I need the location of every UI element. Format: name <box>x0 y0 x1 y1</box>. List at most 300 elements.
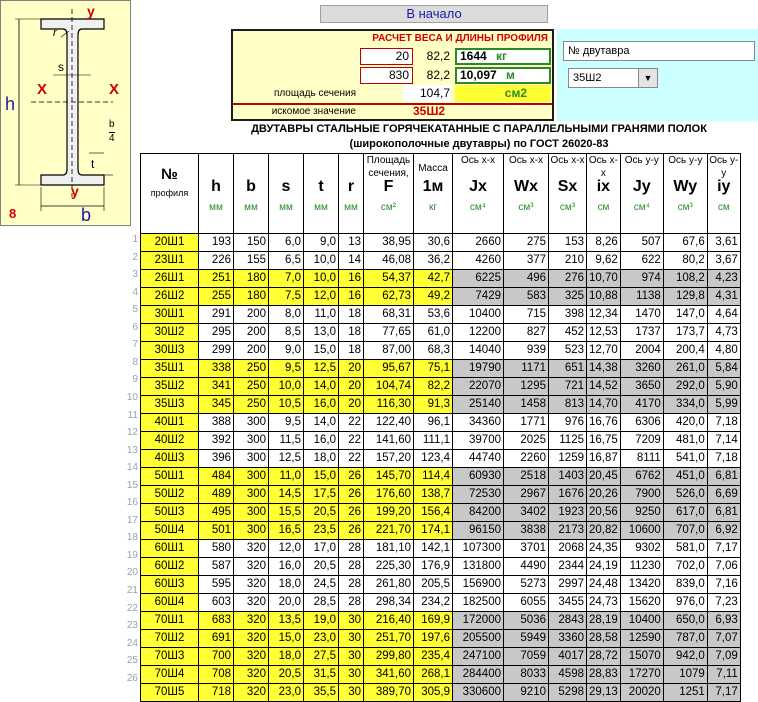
table-cell: 7,17 <box>707 540 740 558</box>
table-cell: 250 <box>234 360 269 378</box>
row-number: 6 <box>132 321 138 333</box>
b4-numerator: b <box>109 119 115 130</box>
sought-label: искомое значение <box>271 106 356 117</box>
mass-input[interactable]: 20 <box>360 48 413 65</box>
table-cell: 298,34 <box>364 594 414 612</box>
profile-name-cell: 50Ш4 <box>141 522 199 540</box>
table-cell: 26 <box>339 522 364 540</box>
table-cell: 200 <box>234 324 269 342</box>
chevron-down-icon[interactable]: ▼ <box>638 69 657 87</box>
table-cell: 26 <box>339 504 364 522</box>
table-cell: 16,75 <box>587 432 621 450</box>
table-cell: 16 <box>339 270 364 288</box>
table-cell: 305,9 <box>414 684 453 702</box>
table-cell: 16,5 <box>269 522 304 540</box>
table-cell: 169,9 <box>414 612 453 630</box>
profile-name-cell: 40Ш3 <box>141 450 199 468</box>
table-cell: 12200 <box>453 324 504 342</box>
table-cell: 1737 <box>620 324 663 342</box>
table-cell: 54,37 <box>364 270 414 288</box>
table-row <box>141 684 741 702</box>
table-cell: 172000 <box>453 612 504 630</box>
table-cell: 28,19 <box>587 612 621 630</box>
table-cell: 221,70 <box>364 522 414 540</box>
table-cell: 10,70 <box>587 270 621 288</box>
table-cell: 526,0 <box>663 486 707 504</box>
row-number: 13 <box>126 444 138 456</box>
table-cell: 787,0 <box>663 630 707 648</box>
table-cell: 225,30 <box>364 558 414 576</box>
table-cell: 4598 <box>549 666 587 684</box>
table-cell: 17,0 <box>304 540 339 558</box>
table-cell: 31,5 <box>304 666 339 684</box>
table-cell: 205500 <box>453 630 504 648</box>
table-cell: 104,74 <box>364 378 414 396</box>
table-row <box>141 378 741 396</box>
col-header-r: r мм <box>339 154 364 234</box>
mass-per-meter-1: 82,2 <box>426 49 450 63</box>
row-number: 10 <box>126 391 138 403</box>
table-cell: 24,35 <box>587 540 621 558</box>
profile-name-cell: 35Ш3 <box>141 396 199 414</box>
table-cell: 36,2 <box>414 252 453 270</box>
table-cell: 489 <box>199 486 234 504</box>
table-cell: 300 <box>234 486 269 504</box>
table-cell: 250 <box>234 378 269 396</box>
table-cell: 1676 <box>549 486 587 504</box>
table-cell: 580 <box>199 540 234 558</box>
h-label: h <box>5 94 16 114</box>
table-cell: 334,0 <box>663 396 707 414</box>
table-cell: 5,90 <box>707 378 740 396</box>
weight-result <box>455 48 551 65</box>
table-cell: 13,0 <box>304 324 339 342</box>
profile-name-cell: 26Ш1 <box>141 270 199 288</box>
table-cell: 20,5 <box>304 558 339 576</box>
table-row <box>141 252 741 270</box>
table-cell: 181,10 <box>364 540 414 558</box>
table-cell: 291 <box>199 306 234 324</box>
table-cell: 20,5 <box>269 666 304 684</box>
table-cell: 320 <box>234 666 269 684</box>
table-row <box>141 234 741 252</box>
length-input[interactable]: 830 <box>360 67 413 84</box>
table-cell: 974 <box>620 270 663 288</box>
table-cell: 8,0 <box>269 306 304 324</box>
table-row <box>141 396 741 414</box>
table-cell: 4,64 <box>707 306 740 324</box>
table-cell: 67,6 <box>663 234 707 252</box>
y-axis-bottom-label: y <box>71 183 79 199</box>
table-cell: 3701 <box>504 540 549 558</box>
table-cell: 2025 <box>504 432 549 450</box>
weight-result-value: 1644 <box>460 49 487 63</box>
table-cell: 14,5 <box>269 486 304 504</box>
table-cell: 6,5 <box>269 252 304 270</box>
col-header-t: t мм <box>304 154 339 234</box>
table-cell: 587 <box>199 558 234 576</box>
table-cell: 7,16 <box>707 576 740 594</box>
table-cell: 6,69 <box>707 486 740 504</box>
table-row <box>141 504 741 522</box>
table-cell: 2173 <box>549 522 587 540</box>
table-cell: 226 <box>199 252 234 270</box>
table-cell: 452 <box>549 324 587 342</box>
table-cell: 176,60 <box>364 486 414 504</box>
table-cell: 12,5 <box>304 360 339 378</box>
table-cell: 1403 <box>549 468 587 486</box>
table-cell: 30 <box>339 648 364 666</box>
table-cell: 7,09 <box>707 648 740 666</box>
row-number: 17 <box>126 514 138 526</box>
table-cell: 150 <box>234 234 269 252</box>
table-cell: 299,80 <box>364 648 414 666</box>
table-cell: 19,0 <box>304 612 339 630</box>
table-cell: 96150 <box>453 522 504 540</box>
table-cell: 22 <box>339 432 364 450</box>
table-cell: 13 <box>339 234 364 252</box>
table-cell: 1923 <box>549 504 587 522</box>
table-row <box>141 558 741 576</box>
table-cell: 2967 <box>504 486 549 504</box>
row-number: 12 <box>126 427 138 439</box>
table-cell: 300 <box>234 522 269 540</box>
table-cell: 683 <box>199 612 234 630</box>
table-cell: 341 <box>199 378 234 396</box>
profile-name-cell: 50Ш2 <box>141 486 199 504</box>
table-cell: 38,95 <box>364 234 414 252</box>
table-cell: 6,93 <box>707 612 740 630</box>
table-cell: 22 <box>339 450 364 468</box>
table-cell: 26 <box>339 468 364 486</box>
table-cell: 523 <box>549 342 587 360</box>
table-cell: 300 <box>234 504 269 522</box>
table-cell: 16,0 <box>304 396 339 414</box>
table-cell: 35,5 <box>304 684 339 702</box>
row-number: 22 <box>126 602 138 614</box>
table-cell: 30,6 <box>414 234 453 252</box>
table-cell: 7,0 <box>269 270 304 288</box>
table-cell: 1295 <box>504 378 549 396</box>
profile-name-cell: 70Ш3 <box>141 648 199 666</box>
table-cell: 3360 <box>549 630 587 648</box>
table-cell: 541,0 <box>663 450 707 468</box>
table-cell: 131800 <box>453 558 504 576</box>
table-cell: 16,0 <box>304 432 339 450</box>
table-cell: 4490 <box>504 558 549 576</box>
table-cell: 141,60 <box>364 432 414 450</box>
table-cell: 14,0 <box>304 378 339 396</box>
table-cell: 16 <box>339 288 364 306</box>
table-cell: 8,26 <box>587 234 621 252</box>
table-cell: 14,38 <box>587 360 621 378</box>
table-row <box>141 414 741 432</box>
table-cell: 95,67 <box>364 360 414 378</box>
profile-name-cell: 70Ш1 <box>141 612 199 630</box>
table-cell: 30 <box>339 684 364 702</box>
table-cell: 174,1 <box>414 522 453 540</box>
table-cell: 12,0 <box>269 540 304 558</box>
table-cell: 157,20 <box>364 450 414 468</box>
length-result-value: 10,097 <box>460 68 497 82</box>
col-header-b: b мм <box>234 154 269 234</box>
home-button[interactable]: В начало <box>320 5 548 23</box>
table-row <box>141 450 741 468</box>
row-number: 16 <box>126 497 138 509</box>
table-cell: 7,07 <box>707 630 740 648</box>
table-cell: 6,81 <box>707 504 740 522</box>
row-number: 2 <box>132 251 138 263</box>
table-cell: 14,70 <box>587 396 621 414</box>
table-cell: 153 <box>549 234 587 252</box>
table-cell: 199,20 <box>364 504 414 522</box>
table-cell: 80,2 <box>663 252 707 270</box>
table-cell: 10,88 <box>587 288 621 306</box>
table-cell: 420,0 <box>663 414 707 432</box>
col-header-number: № профиля <box>141 154 199 234</box>
table-cell: 1125 <box>549 432 587 450</box>
table-cell: 691 <box>199 630 234 648</box>
table-cell: 14 <box>339 252 364 270</box>
r-label: r <box>53 27 57 39</box>
table-cell: 28 <box>339 594 364 612</box>
table-row <box>141 630 741 648</box>
table-cell: 300 <box>234 450 269 468</box>
table-cell: 49,2 <box>414 288 453 306</box>
table-cell: 9,0 <box>304 234 339 252</box>
table-cell: 1079 <box>663 666 707 684</box>
table-cell: 700 <box>199 648 234 666</box>
table-cell: 320 <box>234 684 269 702</box>
table-cell: 1138 <box>620 288 663 306</box>
table-cell: 2843 <box>549 612 587 630</box>
table-cell: 5,84 <box>707 360 740 378</box>
profile-name-cell: 50Ш3 <box>141 504 199 522</box>
profile-name-cell: 60Ш1 <box>141 540 199 558</box>
table-cell: 200 <box>234 306 269 324</box>
table-cell: 15,0 <box>304 342 339 360</box>
table-cell: 827 <box>504 324 549 342</box>
table-cell: 24,19 <box>587 558 621 576</box>
table-cell: 29,13 <box>587 684 621 702</box>
table-cell: 20,45 <box>587 468 621 486</box>
row-number: 21 <box>126 585 138 596</box>
table-cell: 251,70 <box>364 630 414 648</box>
table-cell: 707,0 <box>663 522 707 540</box>
table-cell: 4260 <box>453 252 504 270</box>
profile-name-cell: 26Ш2 <box>141 288 199 306</box>
table-cell: 7,17 <box>707 684 740 702</box>
table-cell: 176,9 <box>414 558 453 576</box>
table-cell: 1171 <box>504 360 549 378</box>
table-cell: 507 <box>620 234 663 252</box>
col-header-wx: Ось x-x Wx см³ <box>504 154 549 234</box>
table-cell: 7,18 <box>707 414 740 432</box>
table-cell: 6,92 <box>707 522 740 540</box>
table-cell: 156,4 <box>414 504 453 522</box>
b-label: b <box>81 205 92 225</box>
table-cell: 651 <box>549 360 587 378</box>
table-cell: 484 <box>199 468 234 486</box>
table-cell: 28 <box>339 558 364 576</box>
table-cell: 2260 <box>504 450 549 468</box>
table-cell: 7059 <box>504 648 549 666</box>
table-row <box>141 342 741 360</box>
table-cell: 156900 <box>453 576 504 594</box>
table-cell: 12,34 <box>587 306 621 324</box>
area-value: 104,7 <box>403 85 450 102</box>
calculator-title: РАСЧЕТ ВЕСА И ДЛИНЫ ПРОФИЛЯ <box>372 33 548 44</box>
table-cell: 16,87 <box>587 450 621 468</box>
table-cell: 330600 <box>453 684 504 702</box>
table-cell: 17,5 <box>304 486 339 504</box>
col-header-mass: Масса 1м кг <box>414 154 453 234</box>
t-label: t <box>91 157 95 171</box>
table-cell: 15620 <box>620 594 663 612</box>
table-cell: 12,70 <box>587 342 621 360</box>
table-cell: 3402 <box>504 504 549 522</box>
table-cell: 320 <box>234 558 269 576</box>
row-number: 8 <box>132 356 138 368</box>
table-cell: 6225 <box>453 270 504 288</box>
table-cell: 603 <box>199 594 234 612</box>
col-header-sx: Ось x-x Sx см³ <box>549 154 587 234</box>
table-cell: 216,40 <box>364 612 414 630</box>
row-number: 14 <box>126 462 138 474</box>
row-number: 24 <box>126 637 138 649</box>
table-row <box>141 360 741 378</box>
profile-number: 8 <box>9 206 17 221</box>
table-cell: 18 <box>339 306 364 324</box>
table-cell: 30 <box>339 630 364 648</box>
table-cell: 4,31 <box>707 288 740 306</box>
table-cell: 284400 <box>453 666 504 684</box>
table-cell: 1259 <box>549 450 587 468</box>
table-cell: 10400 <box>620 612 663 630</box>
table-cell: 28,72 <box>587 648 621 666</box>
table-cell: 15,0 <box>269 630 304 648</box>
table-cell: 30 <box>339 666 364 684</box>
table-cell: 9,0 <box>269 342 304 360</box>
table-cell: 3650 <box>620 378 663 396</box>
table-cell: 42,7 <box>414 270 453 288</box>
table-cell: 7209 <box>620 432 663 450</box>
table-cell: 320 <box>234 576 269 594</box>
table-cell: 5949 <box>504 630 549 648</box>
row-number: 4 <box>132 286 138 298</box>
table-cell: 20 <box>339 396 364 414</box>
table-cell: 3455 <box>549 594 587 612</box>
table-row <box>141 594 741 612</box>
table-cell: 28,83 <box>587 666 621 684</box>
table-cell: 6762 <box>620 468 663 486</box>
table-cell: 12,5 <box>269 450 304 468</box>
table-row <box>141 486 741 504</box>
row-number: 11 <box>127 409 138 421</box>
table-cell: 15,5 <box>269 504 304 522</box>
table-cell: 942,0 <box>663 648 707 666</box>
table-cell: 255 <box>199 288 234 306</box>
table-row <box>141 270 741 288</box>
table-cell: 4017 <box>549 648 587 666</box>
row-number: 9 <box>132 374 138 386</box>
table-cell: 839,0 <box>663 576 707 594</box>
table-cell: 2004 <box>620 342 663 360</box>
row-number: 7 <box>132 339 138 351</box>
table-cell: 300 <box>234 468 269 486</box>
col-header-s: s мм <box>269 154 304 234</box>
table-row <box>141 432 741 450</box>
profile-name-cell: 30Ш2 <box>141 324 199 342</box>
table-cell: 155 <box>234 252 269 270</box>
table-cell: 82,2 <box>414 378 453 396</box>
table-cell: 28,5 <box>304 594 339 612</box>
table-cell: 708 <box>199 666 234 684</box>
table-cell: 320 <box>234 630 269 648</box>
table-cell: 721 <box>549 378 587 396</box>
table-cell: 388 <box>199 414 234 432</box>
table-cell: 28 <box>339 540 364 558</box>
table-cell: 5273 <box>504 576 549 594</box>
table-cell: 14,0 <box>304 414 339 432</box>
table-cell: 275 <box>504 234 549 252</box>
table-cell: 976 <box>549 414 587 432</box>
table-cell: 320 <box>234 594 269 612</box>
table-cell: 3260 <box>620 360 663 378</box>
table-cell: 111,1 <box>414 432 453 450</box>
profile-name-cell: 70Ш2 <box>141 630 199 648</box>
table-cell: 9,5 <box>269 414 304 432</box>
table-cell: 6055 <box>504 594 549 612</box>
s-label: s <box>58 60 64 74</box>
table-cell: 6,81 <box>707 468 740 486</box>
row-number: 26 <box>126 672 138 684</box>
profile-name-cell: 50Ш1 <box>141 468 199 486</box>
table-cell: 10,0 <box>304 252 339 270</box>
table-cell: 581,0 <box>663 540 707 558</box>
profile-name-cell: 70Ш5 <box>141 684 199 702</box>
table-cell: 20 <box>339 360 364 378</box>
table-cell: 7,5 <box>269 288 304 306</box>
table-cell: 20 <box>339 378 364 396</box>
table-cell: 14040 <box>453 342 504 360</box>
table-cell: 96,1 <box>414 414 453 432</box>
table-cell: 5,99 <box>707 396 740 414</box>
table-cell: 622 <box>620 252 663 270</box>
table-cell: 26 <box>339 486 364 504</box>
beam-table <box>140 153 741 702</box>
table-cell: 939 <box>504 342 549 360</box>
table-cell: 338 <box>199 360 234 378</box>
table-cell: 173,7 <box>663 324 707 342</box>
table-cell: 496 <box>504 270 549 288</box>
table-cell: 495 <box>199 504 234 522</box>
table-cell: 4,80 <box>707 342 740 360</box>
profile-number-label: № двутавра <box>563 41 755 61</box>
table-cell: 341,60 <box>364 666 414 684</box>
table-cell: 1771 <box>504 414 549 432</box>
table-cell: 7,14 <box>707 432 740 450</box>
table-cell: 22070 <box>453 378 504 396</box>
table-cell: 247100 <box>453 648 504 666</box>
table-cell: 180 <box>234 288 269 306</box>
table-cell: 11,0 <box>304 306 339 324</box>
table-cell: 300 <box>234 414 269 432</box>
table-cell: 20,26 <box>587 486 621 504</box>
table-cell: 17270 <box>620 666 663 684</box>
table-cell: 11,5 <box>269 432 304 450</box>
table-cell: 377 <box>504 252 549 270</box>
